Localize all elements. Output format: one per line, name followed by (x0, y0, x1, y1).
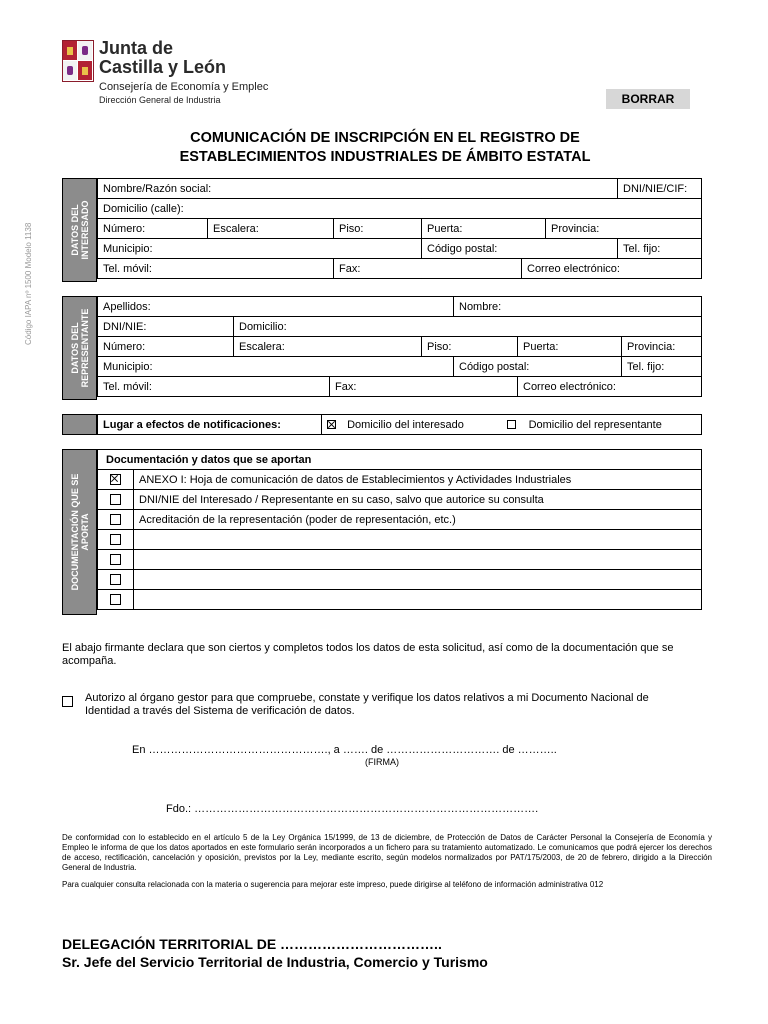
doc-checkbox-cell[interactable] (98, 510, 134, 530)
opt-domicilio-interesado[interactable]: Domicilio del interesado (322, 415, 502, 435)
tel-fijo-field[interactable]: Tel. fijo: (622, 357, 702, 377)
doc-item-label (134, 550, 702, 570)
email-field[interactable]: Correo electrónico: (518, 377, 702, 397)
representante-band: DATOS DEL REPRESENTANTE (62, 296, 97, 400)
provincia-field[interactable]: Provincia: (546, 219, 702, 239)
doc-row (98, 550, 702, 570)
documentacion-table (97, 449, 702, 610)
doc-row (98, 570, 702, 590)
checkbox-icon[interactable] (110, 514, 121, 525)
nombre-field[interactable]: Nombre/Razón social: (98, 179, 618, 199)
doc-item-label: Acreditación de la representación (poder de representación, etc.) (134, 510, 702, 530)
doc-checkbox-cell[interactable] (98, 490, 134, 510)
lion-icon (63, 61, 77, 80)
info-text: Para cualquier consulta relacionada con la materia o sugerencia para mejorar este impreso, puede dirigirse al teléfono de información administrativa 012 (62, 880, 604, 889)
castle-icon (78, 61, 92, 80)
numero-field[interactable]: Número: (98, 219, 208, 239)
interesado-band: DATOS DEL INTERESADO (62, 178, 97, 282)
authorize-text: Autorizo al órgano gestor para que compruebe, constate y verifique los datos relativos a mi Documento Nacional de (85, 692, 649, 704)
clear-button[interactable]: BORRAR (606, 89, 690, 109)
notificaciones-table (97, 414, 702, 435)
fdo-line: Fdo.: …………………………………………………………………………………. (166, 803, 539, 815)
authorize-checkbox[interactable] (62, 693, 73, 711)
form-title: COMUNICACIÓN DE INSCRIPCIÓN EN EL REGISTRO DE ESTABLECIMIENTOS INDUSTRIALES DE ÁMBITO ESTATAL (179, 130, 591, 165)
org-name-line1: Junta de (99, 38, 174, 58)
cp-field[interactable]: Código postal: (454, 357, 622, 377)
notificaciones-band (62, 414, 97, 435)
checkbox-icon[interactable] (110, 494, 121, 505)
municipio-field[interactable]: Municipio: (98, 239, 422, 259)
nombre-field[interactable]: Nombre: (454, 297, 702, 317)
escalera-field[interactable]: Escalera: (208, 219, 334, 239)
checkbox-checked-icon[interactable] (327, 420, 336, 429)
doc-item-label (134, 530, 702, 550)
opt-domicilio-representante[interactable]: Domicilio del representante (502, 415, 702, 435)
doc-checkbox-cell[interactable] (98, 530, 134, 550)
legal-text: De conformidad con lo establecido en el artículo 5 de la Ley Orgánica 15/1999, de 13 de diciembre, de Protección de Datos de Carácter Personal la Consejería de Economía y Empleo le informa de que los datos aportados en este formulario serán incorporados a un fichero para su tratamiento automatizado. Le comunicamos que podrá ejercer los derechos de acceso, rectificación, cancelación y oposición, previstos por la Ley, mediante escrito, según modelos normalizados por PAT/175/2003, de 20 de febrero, dirigido a la Dirección General de Industria. (62, 833, 712, 872)
domicilio-field[interactable]: Domicilio (calle): (98, 199, 702, 219)
direction-name: Dirección General de Industria (99, 95, 221, 105)
doc-row (98, 590, 702, 610)
doc-item-label (134, 590, 702, 610)
firma-label: (FIRMA) (365, 757, 399, 767)
doc-checkbox-cell[interactable] (98, 570, 134, 590)
coat-of-arms-logo (62, 40, 94, 82)
form-code-label: Código IAPA nº 1500 Modelo 1138 (24, 222, 33, 345)
email-field[interactable]: Correo electrónico: (522, 259, 702, 279)
checkbox-icon[interactable] (110, 554, 121, 565)
jefe-heading: Sr. Jefe del Servicio Territorial de Industria, Comercio y Turismo (62, 954, 488, 970)
doc-item-label: DNI/NIE del Interesado / Representante en su caso, salvo que autorice su consulta (134, 490, 702, 510)
doc-row (98, 510, 702, 530)
place-date-line: En …………………………………………., a ……. de …………………………. de ……….. (132, 744, 557, 756)
doc-item-label (134, 570, 702, 590)
authorize-text-2: Identidad a través del Sistema de verificación de datos. (85, 705, 355, 717)
doc-row (98, 490, 702, 510)
notificaciones-label: Lugar a efectos de notificaciones: (98, 415, 322, 435)
fax-field[interactable]: Fax: (330, 377, 518, 397)
provincia-field[interactable]: Provincia: (622, 337, 702, 357)
delegacion-heading: DELEGACIÓN TERRITORIAL DE …………………………….. (62, 936, 442, 952)
checkbox-icon[interactable] (110, 574, 121, 585)
department-name: Consejería de Economía y Emplec (99, 81, 269, 93)
tel-movil-field[interactable]: Tel. móvil: (98, 259, 334, 279)
checkbox-icon[interactable] (62, 696, 73, 707)
doc-row (98, 530, 702, 550)
municipio-field[interactable]: Municipio: (98, 357, 454, 377)
doc-checkbox-cell[interactable] (98, 550, 134, 570)
lion-icon (78, 41, 92, 60)
apellidos-field[interactable]: Apellidos: (98, 297, 454, 317)
numero-field[interactable]: Número: (98, 337, 234, 357)
checkbox-icon[interactable] (507, 420, 516, 429)
documentacion-header: Documentación y datos que se aportan (98, 450, 702, 470)
cp-field[interactable]: Código postal: (422, 239, 618, 259)
interesado-table (97, 178, 702, 279)
piso-field[interactable]: Piso: (422, 337, 518, 357)
doc-row (98, 470, 702, 490)
documentacion-band: DOCUMENTACIÓN QUE SE APORTA (62, 449, 97, 615)
doc-checkbox-cell[interactable] (98, 590, 134, 610)
piso-field[interactable]: Piso: (334, 219, 422, 239)
org-name-line2: Castilla y León (99, 57, 227, 77)
fax-field[interactable]: Fax: (334, 259, 522, 279)
dni-field[interactable]: DNI/NIE: (98, 317, 234, 337)
tel-movil-field[interactable]: Tel. móvil: (98, 377, 330, 397)
checkbox-checked-icon[interactable] (110, 474, 121, 485)
puerta-field[interactable]: Puerta: (518, 337, 622, 357)
castle-icon (63, 41, 77, 60)
doc-item-label: ANEXO I: Hoja de comunicación de datos de Establecimientos y Actividades Industriales (134, 470, 702, 490)
declaration-text: El abajo firmante declara que son ciertos y completos todos los datos de esta solicitud, así como de la documentación que se acompaña. (62, 642, 674, 667)
dni-field[interactable]: DNI/NIE/CIF: (618, 179, 702, 199)
domicilio-field[interactable]: Domicilio: (234, 317, 702, 337)
tel-fijo-field[interactable]: Tel. fijo: (618, 239, 702, 259)
puerta-field[interactable]: Puerta: (422, 219, 546, 239)
checkbox-icon[interactable] (110, 534, 121, 545)
doc-checkbox-cell[interactable] (98, 470, 134, 490)
representante-table (97, 296, 702, 397)
escalera-field[interactable]: Escalera: (234, 337, 422, 357)
checkbox-icon[interactable] (110, 594, 121, 605)
